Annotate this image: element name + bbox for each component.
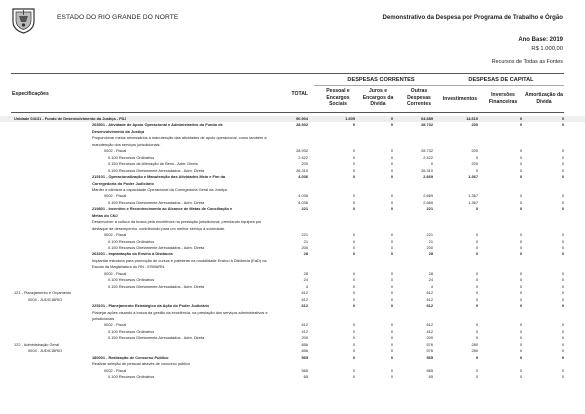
col-header-pessoal: Pessoal e Encargos Sociais xyxy=(326,88,350,108)
table-row xyxy=(0,174,585,180)
row-label: 203501 - Atividade de Apoio Operacional e Administrativo do Fundo de xyxy=(92,122,223,128)
cell-pessoal: 0 xyxy=(352,199,355,205)
cell-amortizacao: 0 xyxy=(561,167,564,173)
cell-total: 28.932 xyxy=(296,122,308,128)
cell-amortizacao: 0 xyxy=(561,322,564,328)
cell-inversoes: 0 xyxy=(519,348,522,354)
cell-pessoal: 0 xyxy=(352,322,355,328)
cell-investimentos: 0 xyxy=(475,296,478,302)
table-row xyxy=(0,271,585,277)
table-row xyxy=(0,193,585,199)
cell-juros: 0 xyxy=(390,232,393,238)
cell-outras: 28 xyxy=(428,270,433,276)
cell-pessoal: 0 xyxy=(352,374,355,379)
row-label: 0.150 Recursos Diretamente Arrecadados - Adm. Direta xyxy=(108,335,205,341)
row-label: 219801 - Incentivo e Reconhecimento ao Alcance de Metas de Conciliação e xyxy=(92,206,233,212)
cell-inversoes: 0 xyxy=(519,283,522,289)
cell-investimentos: 1.367 xyxy=(468,199,478,205)
row-label: 0002 - Fiscal xyxy=(104,193,127,199)
cell-investimentos: 0 xyxy=(475,335,478,341)
cell-pessoal: 0 xyxy=(352,277,355,283)
cell-total: 2.422 xyxy=(298,154,308,160)
table-row xyxy=(0,297,585,303)
state-coat-of-arms-icon xyxy=(11,6,36,34)
cell-total: 28.932 xyxy=(296,148,308,154)
cell-investimentos: 0 xyxy=(475,303,478,309)
row-label: 0.150 Recursos Diretamente Arrecadados - Adm. Direta xyxy=(108,245,205,250)
table-row xyxy=(0,226,585,232)
cell-investimentos: 0 xyxy=(475,328,478,334)
cell-juros: 0 xyxy=(390,335,393,341)
table-row xyxy=(0,206,585,212)
cell-investimentos: 0 xyxy=(475,290,478,296)
cell-inversoes: 0 xyxy=(519,206,522,212)
cell-outras: 612 xyxy=(426,303,433,309)
table-top-rule xyxy=(11,73,564,74)
row-label: 215101 - Operacionalização e Manutenção das Atividades Meio e Fim da xyxy=(92,174,226,180)
table-row xyxy=(0,219,585,225)
row-label: Manter e otimizar a capacidade Operacional da Corregedoria Geral da Justiça xyxy=(92,186,227,192)
group-header-despesas-capital: DESPESAS DE CAPITAL xyxy=(468,77,534,83)
cell-juros: 0 xyxy=(390,193,393,199)
cell-inversoes: 0 xyxy=(519,374,522,379)
row-label: 0.100 Recursos Ordinários xyxy=(108,154,155,160)
cell-amortizacao: 0 xyxy=(561,206,564,212)
cell-amortizacao: 0 xyxy=(561,116,564,121)
row-label: 0.100 Recursos Ordinários xyxy=(108,238,155,244)
row-label: 225101 - Planejamento Estratégico da Ação do Poder Judiciário xyxy=(92,303,210,309)
cell-amortizacao: 0 xyxy=(561,277,564,283)
cell-pessoal: 0 xyxy=(352,238,355,244)
cell-outras: 65 xyxy=(428,374,433,379)
col-header-investimentos: Investimentos xyxy=(442,96,478,102)
cell-investimentos: 0 xyxy=(475,251,478,257)
cell-juros: 0 xyxy=(390,116,393,121)
cell-pessoal: 0 xyxy=(352,122,355,128)
cell-outras: 2.669 xyxy=(423,174,433,180)
cell-inversoes: 0 xyxy=(519,245,522,250)
table-row xyxy=(0,322,585,328)
cell-juros: 0 xyxy=(390,174,393,180)
table-header-rule xyxy=(11,112,564,113)
cell-investimentos: 280 xyxy=(471,348,478,354)
cell-investimentos: 0 xyxy=(475,277,478,283)
row-label: jurisdicionais xyxy=(92,315,115,321)
table-row xyxy=(0,284,585,290)
cell-investimentos: 0 xyxy=(475,270,478,276)
cell-investimentos: 0 xyxy=(475,154,478,160)
table-row xyxy=(0,155,585,161)
cell-total: 28 xyxy=(303,270,308,276)
cell-total: 4.036 xyxy=(298,193,308,199)
cell-total: 612 xyxy=(301,303,308,309)
table-row xyxy=(0,316,585,322)
cell-outras: 28 xyxy=(428,251,433,257)
cell-inversoes: 0 xyxy=(519,341,522,347)
cell-inversoes: 0 xyxy=(519,232,522,238)
cell-outras: 2.669 xyxy=(423,199,433,205)
table-row xyxy=(0,148,585,154)
row-label: 180001 - Realização de Concurso Público xyxy=(92,354,169,360)
row-label: 0.150 Recursos Diretamente Arrecadados - Adm. Direta xyxy=(108,199,205,205)
cell-investimentos: 1.367 xyxy=(468,193,478,199)
cell-total: 612 xyxy=(301,290,308,296)
cell-inversoes: 0 xyxy=(519,238,522,244)
cell-pessoal: 0 xyxy=(352,303,355,309)
cell-total: 4.036 xyxy=(298,199,308,205)
cell-total: 4.036 xyxy=(298,174,308,180)
table-row xyxy=(0,264,585,270)
cell-amortizacao: 0 xyxy=(561,193,564,199)
cell-amortizacao: 0 xyxy=(561,283,564,289)
cell-amortizacao: 0 xyxy=(561,174,564,180)
table-row xyxy=(0,181,585,187)
table-row xyxy=(0,245,585,251)
cell-inversoes: 0 xyxy=(519,303,522,309)
cell-juros: 0 xyxy=(390,348,393,354)
cell-investimentos: 0 xyxy=(475,245,478,250)
cell-amortizacao: 0 xyxy=(561,122,564,128)
table-row xyxy=(0,135,585,141)
cell-total: 612 xyxy=(301,322,308,328)
cell-juros: 0 xyxy=(390,296,393,302)
row-label: 0002 - Fiscal xyxy=(104,270,127,276)
row-label: 0.100 Recursos Ordinários xyxy=(108,374,155,379)
cell-investimentos: 0 xyxy=(475,322,478,328)
cell-amortizacao: 0 xyxy=(561,154,564,160)
cell-outras: 26.310 xyxy=(421,167,433,173)
cell-inversoes: 0 xyxy=(519,167,522,173)
cell-inversoes: 0 xyxy=(519,199,522,205)
cell-amortizacao: 0 xyxy=(561,199,564,205)
cell-juros: 0 xyxy=(390,161,393,167)
cell-juros: 0 xyxy=(390,148,393,154)
cell-inversoes: 0 xyxy=(519,193,522,199)
cell-total: 21 xyxy=(303,238,308,244)
table-row xyxy=(0,355,585,361)
cell-investimentos: 0 xyxy=(475,206,478,212)
col-header-especificacoes: Especificações xyxy=(12,91,49,97)
cell-juros: 0 xyxy=(390,374,393,379)
row-label: 0002 - Fiscal xyxy=(104,148,127,154)
row-label: 0002 - Fiscal xyxy=(104,232,127,238)
cell-juros: 0 xyxy=(390,251,393,257)
cell-juros: 0 xyxy=(390,154,393,160)
cell-pessoal: 0 xyxy=(352,290,355,296)
cell-investimentos: 0 xyxy=(475,238,478,244)
cell-outras: 576 xyxy=(426,348,433,354)
cell-juros: 0 xyxy=(390,270,393,276)
cell-total: 28 xyxy=(303,251,308,257)
cell-inversoes: 0 xyxy=(519,328,522,334)
cell-pessoal: 0 xyxy=(352,348,355,354)
cell-amortizacao: 0 xyxy=(561,245,564,250)
table-row xyxy=(0,213,585,219)
row-label: Desenvolvimento da Justiça xyxy=(92,128,145,134)
row-label: 263201 - Implantação do Ensino à Distância xyxy=(92,251,173,257)
cell-juros: 0 xyxy=(390,238,393,244)
cell-amortizacao: 0 xyxy=(561,296,564,302)
cell-investimentos: 0 xyxy=(475,232,478,238)
cell-juros: 0 xyxy=(390,245,393,250)
row-label: 0.150 Recursos Diretamente Arrecadados - Adm. Direta xyxy=(108,167,205,173)
row-label: Implantar estrutura para promoção de cursos e palestras na modalidade Ensino à Distância (EaD) na xyxy=(92,257,267,263)
cell-outras: 28.732 xyxy=(421,122,433,128)
cell-inversoes: 0 xyxy=(519,251,522,257)
cell-juros: 0 xyxy=(390,303,393,309)
cell-outras: 221 xyxy=(426,232,433,238)
row-label: Proporcionar meios necessários à manutenção das atividades de apoio operacional, como também à xyxy=(92,135,267,141)
table-row xyxy=(0,368,585,374)
row-label: 0002 - Fiscal xyxy=(104,322,127,328)
cell-investimentos: 200 xyxy=(471,122,478,128)
cell-juros: 0 xyxy=(390,283,393,289)
report-title: Demonstrativo da Despesa por Programa de Trabalho e Órgão xyxy=(382,14,563,21)
row-label: 0004 - JUDICIÁRIO xyxy=(28,348,63,354)
cell-outras: 565 xyxy=(426,367,433,373)
table-row xyxy=(0,168,585,174)
cell-inversoes: 0 xyxy=(519,335,522,341)
cell-total: 412 xyxy=(301,328,308,334)
cell-inversoes: 0 xyxy=(519,296,522,302)
cell-pessoal: 0 xyxy=(352,328,355,334)
cell-outras: 0 xyxy=(430,161,433,167)
cell-outras: 612 xyxy=(426,322,433,328)
cell-amortizacao: 0 xyxy=(561,148,564,154)
cell-pessoal: 0 xyxy=(352,251,355,257)
cell-outras: 612 xyxy=(426,296,433,302)
cell-outras: 28.732 xyxy=(421,148,433,154)
row-label: Desenvolver a cultura da busca pela excelência na prestação jurisdicional, premiando equipes por xyxy=(92,219,262,225)
row-label: Planejar ações visando a busca da gestão da excelência, na prestação dos serviços administrativos e xyxy=(92,309,268,315)
cell-outras: 412 xyxy=(426,328,433,334)
cell-amortizacao: 0 xyxy=(561,354,564,360)
cell-inversoes: 0 xyxy=(519,277,522,283)
cell-amortizacao: 0 xyxy=(561,270,564,276)
resources-note: Recursos de Todas as Fontes xyxy=(491,59,563,65)
cell-outras: 612 xyxy=(426,290,433,296)
cell-pessoal: 0 xyxy=(352,367,355,373)
table-row xyxy=(0,335,585,341)
table-row xyxy=(0,200,585,206)
cell-inversoes: 0 xyxy=(519,367,522,373)
row-label: 122 - Administração Geral xyxy=(14,341,59,347)
cell-investimentos: 280 xyxy=(471,341,478,347)
cell-juros: 0 xyxy=(390,167,393,173)
cell-pessoal: 0 xyxy=(352,206,355,212)
group-header-rule xyxy=(314,85,564,86)
cell-total: 24 xyxy=(303,277,308,283)
col-header-total: TOTAL xyxy=(291,91,308,97)
table-row xyxy=(0,129,585,135)
table-row xyxy=(0,277,585,283)
cell-amortizacao: 0 xyxy=(561,348,564,354)
cell-pessoal: 1.605 xyxy=(345,116,355,121)
table-row xyxy=(0,142,585,148)
cell-outras: 64.689 xyxy=(421,116,433,121)
table-row xyxy=(0,348,585,354)
cell-outras: 565 xyxy=(426,354,433,360)
cell-inversoes: 0 xyxy=(519,354,522,360)
cell-inversoes: 0 xyxy=(519,154,522,160)
cell-juros: 0 xyxy=(390,290,393,296)
cell-total: 4 xyxy=(305,283,308,289)
cell-total: 26.310 xyxy=(296,167,308,173)
cell-juros: 0 xyxy=(390,354,393,360)
cell-juros: 0 xyxy=(390,341,393,347)
cell-pessoal: 0 xyxy=(352,193,355,199)
cell-amortizacao: 0 xyxy=(561,238,564,244)
cell-amortizacao: 0 xyxy=(561,232,564,238)
cell-outras: 2.669 xyxy=(423,193,433,199)
cell-outras: 24 xyxy=(428,277,433,283)
cell-amortizacao: 0 xyxy=(561,367,564,373)
cell-inversoes: 0 xyxy=(519,122,522,128)
state-name: ESTADO DO RIO GRANDE DO NORTE xyxy=(57,14,179,21)
row-label: 0.150 Recursos de Alienação de Bens - Adm. Direta xyxy=(108,161,198,167)
cell-amortizacao: 0 xyxy=(561,374,564,379)
cell-total: 200 xyxy=(301,161,308,167)
cell-total: 612 xyxy=(301,296,308,302)
cell-outras: 576 xyxy=(426,341,433,347)
row-label: Realizar seleção de pessoal através de concurso público xyxy=(92,361,191,367)
table-row xyxy=(0,232,585,238)
cell-investimentos: 0 xyxy=(475,374,478,379)
cell-outras: 200 xyxy=(426,245,433,250)
cell-pessoal: 0 xyxy=(352,167,355,173)
cell-total: 90.904 xyxy=(296,116,308,121)
cell-pessoal: 0 xyxy=(352,335,355,341)
cell-amortizacao: 0 xyxy=(561,341,564,347)
currency-unit: R$ 1.000,00 xyxy=(531,46,563,52)
cell-juros: 0 xyxy=(390,277,393,283)
group-header-despesas-correntes: DESPESAS CORRENTES xyxy=(347,77,415,83)
cell-outras: 21 xyxy=(428,238,433,244)
cell-outras: 2.422 xyxy=(423,154,433,160)
row-label: Unidade 04131 - Fundo de Desenvolvimento da Justiça - FDJ xyxy=(14,116,127,121)
row-label: 0.100 Recursos Ordinários xyxy=(108,277,155,283)
table-row xyxy=(0,310,585,316)
cell-juros: 0 xyxy=(390,199,393,205)
cell-amortizacao: 0 xyxy=(561,335,564,341)
cell-investimentos: 1.367 xyxy=(468,174,478,180)
cell-inversoes: 0 xyxy=(519,161,522,167)
cell-total: 565 xyxy=(301,367,308,373)
cell-pessoal: 0 xyxy=(352,354,355,360)
cell-total: 200 xyxy=(301,335,308,341)
cell-outras: 221 xyxy=(426,206,433,212)
cell-pessoal: 0 xyxy=(352,154,355,160)
table-row xyxy=(0,122,585,128)
cell-inversoes: 0 xyxy=(519,270,522,276)
cell-pessoal: 0 xyxy=(352,245,355,250)
cell-inversoes: 0 xyxy=(519,148,522,154)
cell-investimentos: 0 xyxy=(475,354,478,360)
cell-investimentos: 14.610 xyxy=(466,116,478,121)
col-header-amortizacao: Amortização da Dívida xyxy=(525,92,563,105)
table-row xyxy=(0,342,585,348)
cell-juros: 0 xyxy=(390,328,393,334)
cell-inversoes: 0 xyxy=(519,116,522,121)
table-row xyxy=(0,329,585,335)
cell-pessoal: 0 xyxy=(352,296,355,302)
cell-investimentos: 200 xyxy=(471,161,478,167)
table-row xyxy=(0,239,585,245)
cell-amortizacao: 0 xyxy=(561,303,564,309)
table-row xyxy=(0,161,585,167)
row-label: destaque de desempenho, contribuindo para um melhor serviço à sociedade. xyxy=(92,225,226,231)
cell-total: 221 xyxy=(301,206,308,212)
table-row xyxy=(0,116,585,122)
row-label: 121 - Planejamento e Orçamento xyxy=(14,290,72,296)
cell-investimentos: 0 xyxy=(475,367,478,373)
row-label: Escola da Magistratura do RN - ESMARN. xyxy=(92,264,166,270)
cell-juros: 0 xyxy=(390,206,393,212)
row-label: Metas do CNJ xyxy=(92,212,118,218)
cell-total: 856 xyxy=(301,348,308,354)
cell-amortizacao: 0 xyxy=(561,290,564,296)
cell-juros: 0 xyxy=(390,367,393,373)
cell-inversoes: 0 xyxy=(519,322,522,328)
cell-outras: 4 xyxy=(430,283,433,289)
cell-total: 200 xyxy=(301,245,308,250)
cell-pessoal: 0 xyxy=(352,283,355,289)
table-row xyxy=(0,361,585,367)
cell-inversoes: 0 xyxy=(519,174,522,180)
table-row xyxy=(0,303,585,309)
cell-amortizacao: 0 xyxy=(561,161,564,167)
cell-investimentos: 0 xyxy=(475,283,478,289)
cell-juros: 0 xyxy=(390,122,393,128)
base-year: Ano Base: 2019 xyxy=(518,37,563,43)
table-row xyxy=(0,187,585,193)
table-row xyxy=(0,374,585,380)
cell-outras: 200 xyxy=(426,335,433,341)
cell-pessoal: 0 xyxy=(352,174,355,180)
cell-investimentos: 0 xyxy=(475,167,478,173)
row-label: 0004 - JUDICIÁRIO xyxy=(28,296,63,302)
cell-total: 856 xyxy=(301,341,308,347)
cell-amortizacao: 0 xyxy=(561,251,564,257)
table-row xyxy=(0,258,585,264)
table-row xyxy=(0,251,585,257)
cell-juros: 0 xyxy=(390,322,393,328)
cell-pessoal: 0 xyxy=(352,148,355,154)
row-label: 0.150 Recursos Diretamente Arrecadados - Adm. Direta xyxy=(108,283,205,289)
cell-total: 565 xyxy=(301,354,308,360)
cell-inversoes: 0 xyxy=(519,290,522,296)
col-header-outras: Outras Despesas Correntes xyxy=(406,88,432,108)
cell-investimentos: 200 xyxy=(471,148,478,154)
table-row xyxy=(0,290,585,296)
cell-amortizacao: 0 xyxy=(561,328,564,334)
row-label: 0002 - Fiscal xyxy=(104,367,127,373)
cell-pessoal: 0 xyxy=(352,270,355,276)
col-header-juros: Juros e Encargos da Dívida xyxy=(362,88,394,108)
cell-pessoal: 0 xyxy=(352,232,355,238)
row-label: manutenção dos serviços jurisdicionais. xyxy=(92,141,161,147)
cell-pessoal: 0 xyxy=(352,161,355,167)
row-label: Corregedoria do Poder Judiciário xyxy=(92,180,154,186)
col-header-inversoes: Inversões Financeiras xyxy=(488,92,518,105)
row-label: 0.100 Recursos Ordinários xyxy=(108,328,155,334)
cell-pessoal: 0 xyxy=(352,341,355,347)
cell-total: 221 xyxy=(301,232,308,238)
cell-total: 65 xyxy=(303,374,308,379)
